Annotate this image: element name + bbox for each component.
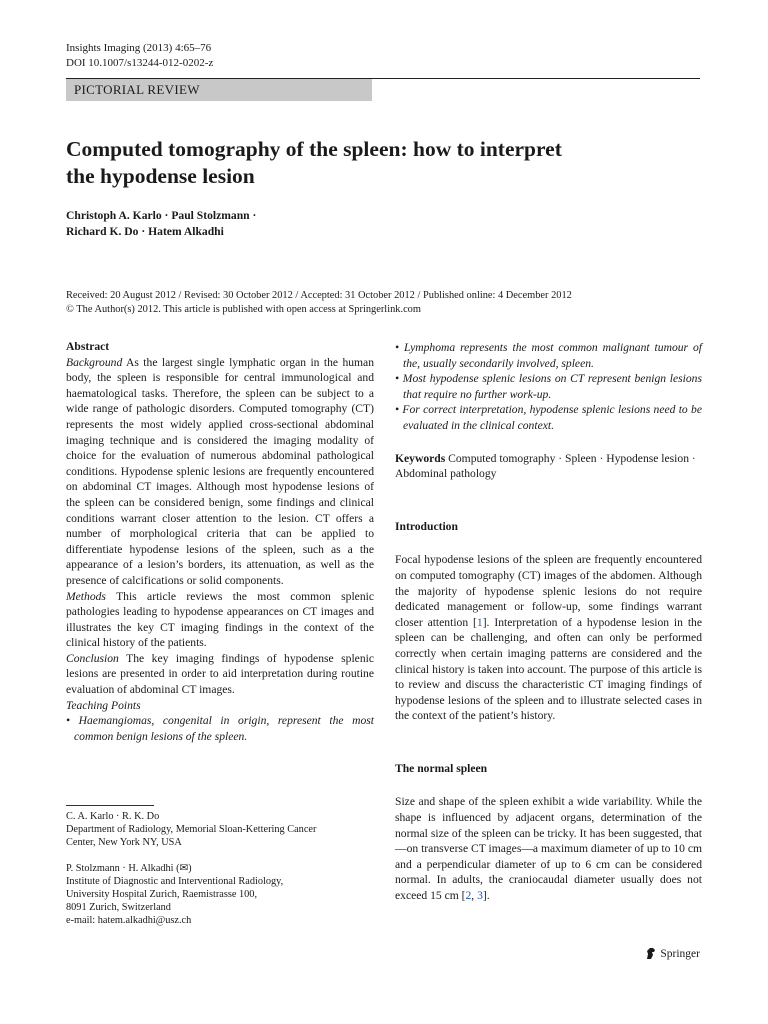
reference-link[interactable]: 2 xyxy=(465,889,472,903)
keywords xyxy=(395,451,702,482)
affil-line: Department of Radiology, Memorial Sloan-Kettering Cancer xyxy=(66,824,317,836)
abstract-background xyxy=(66,355,374,589)
introduction-heading: Introduction xyxy=(395,519,458,533)
normal-spleen-heading: The normal spleen xyxy=(395,761,488,775)
abstract-methods xyxy=(66,589,374,651)
intro-text-b: ]. Interpretation of a hypodense lesion in the spleen can be challenging, and often can only be performed correctly when certain imaging patterns are considered and the clinical history is taken into account. The purpose of this article is to review and discuss the characteristic CT imaging findings of hypodense lesions of the spleen and to illustrate selected cases in the context of the patient’s history. xyxy=(395,615,702,723)
teaching-point: • Most hypodense splenic lesions on CT represent benign lesions that require no further work-up. xyxy=(395,372,702,401)
affil-line: 8091 Zurich, Switzerland xyxy=(66,902,171,914)
affil-line: University Hospital Zurich, Raemistrasse 100, xyxy=(66,889,258,901)
dates-line: Received: 20 August 2012 / Revised: 30 October 2012 / Accepted: 31 October 2012 / Published online: 4 December 2012 xyxy=(66,290,572,301)
title-line-1: Computed tomography of the spleen: how to interpret xyxy=(66,137,562,161)
author-list xyxy=(66,208,256,240)
affil-names-1: C. A. Karlo · R. K. Do xyxy=(66,811,160,822)
affil-names-2: P. Stolzmann · H. Alkadhi (✉) xyxy=(66,862,192,874)
copyright-line: © The Author(s) 2012. This article is published with open access at Springerlink.com xyxy=(66,304,421,315)
abstract-conclusion xyxy=(66,651,374,698)
corresponding-email[interactable]: e-mail: hatem.alkadhi@usz.ch xyxy=(66,915,192,927)
publisher-logo xyxy=(645,947,700,960)
affil-line: Center, New York NY, USA xyxy=(66,837,182,849)
doi: DOI 10.1007/s13244-012-0202-z xyxy=(66,57,214,69)
section-label: PICTORIAL REVIEW xyxy=(66,79,372,101)
journal-citation: Insights Imaging (2013) 4:65–76 xyxy=(66,42,212,54)
normal-text-a: Size and shape of the spleen exhibit a wide variability. While the shape is influenced by adjacent organs, determination of the normal size of the spleen can be tricky. It has been suggested, that—on transverse CT images—a maximum diameter of up to 10 cm and a perpendicular diameter of up to 6 cm can be considered normal. In adults, the craniocaudal diameter usually does not exceed 15 cm [ xyxy=(395,795,702,903)
authors-line-1: Christoph A. Karlo · Paul Stolzmann · xyxy=(66,209,257,222)
publisher-name: Springer xyxy=(660,947,700,960)
conclusion-label: Conclusion xyxy=(66,651,119,665)
methods-text: This article reviews the most common splenic pathologies leading to hypodense appearances on CT images and illustrates the key CT imaging findings in the context of the clinical history of the patients. xyxy=(66,589,374,650)
normal-text-b: ]. xyxy=(482,889,490,903)
article-title xyxy=(66,136,706,190)
teaching-point: • For correct interpretation, hypodense splenic lesions need to be evaluated in the clinical context. xyxy=(395,403,702,432)
affiliations xyxy=(66,810,366,928)
teaching-point: • Haemangiomas, congenital in origin, represent the most common benign lesions of the spleen. xyxy=(66,714,374,743)
reference-link[interactable]: 3 xyxy=(477,889,483,903)
keywords-label: Keywords xyxy=(395,451,446,465)
methods-label: Methods xyxy=(66,589,106,603)
affil-line: Institute of Diagnostic and Interventional Radiology, xyxy=(66,875,284,887)
springer-horse-icon xyxy=(645,947,657,960)
background-text: As the largest single lymphatic organ in the human body, the spleen is responsible for central immunological and haematological tasks. Therefore, the spleen can be subject to a wide range of pathologic disorders. Computed tomography (CT) represents the most widely applied cross-sectional abdominal imaging technique and is considered the imaging modality of choice for the evaluation of numerous abdominal pathological conditions. Hypodense splenic lesions are frequently encountered on abdominal CT images. Although most hypodense lesions of the spleen can be considered benign, some findings and clinical conditions warrant closer attention to the lesion. CT offers a number of morphological criteria that can be applied to differentiate hypodense lesions of the spleen, such as a the appearance of a lesion’s borders, its attenuation, as well as the presence of calcifications or solid components. xyxy=(66,355,374,587)
intro-text-a: Focal hypodense lesions of the spleen are frequently encountered on computed tomography (CT) images of the abdomen. Although the majority of hypodense splenic lesions do not require dedicated management or follow-up, some findings warrant closer attention [ xyxy=(395,553,702,629)
right-column xyxy=(395,340,702,904)
authors-line-2: Richard K. Do · Hatem Alkadhi xyxy=(66,225,224,238)
reference-link[interactable]: 1 xyxy=(476,615,483,629)
keywords-text: Computed tomography · Spleen · Hypodense lesion · Abdominal pathology xyxy=(395,451,696,481)
abstract-heading: Abstract xyxy=(66,340,110,353)
conclusion-text: The key imaging findings of hypodense splenic lesions are presented in order to aid interpretation during routine evaluation of abdominal CT images. xyxy=(66,651,374,697)
journal-header xyxy=(66,41,213,71)
background-label: Background xyxy=(66,355,123,369)
article-history xyxy=(66,289,572,317)
teaching-point: • Lymphoma represents the most common malignant tumour of the, usually secondarily involved, spleen. xyxy=(395,341,702,370)
ref-separator: , xyxy=(471,889,478,903)
title-line-2: the hypodense lesion xyxy=(66,164,255,188)
footnote-rule xyxy=(66,805,154,806)
normal-spleen-text xyxy=(395,794,702,903)
teaching-points-label: Teaching Points xyxy=(66,698,141,712)
introduction-text xyxy=(395,552,702,724)
abstract-column xyxy=(66,339,374,744)
